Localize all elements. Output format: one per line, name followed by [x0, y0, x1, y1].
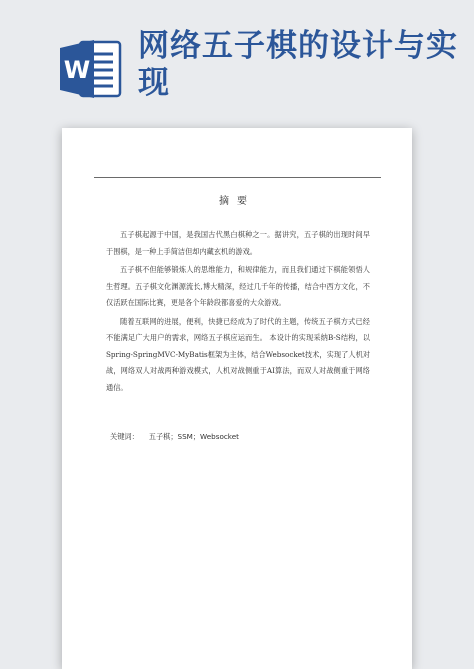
abstract-body: [106, 227, 370, 398]
abstract-paragraph-2: 五子棋不但能够锻炼人的思维能力，和规律能力，而且我们通过下棋能领悟人生哲理。五子棋文化渊源流长,博大精深，经过几千年的传播，结合中西方文化，不仅活跃在国际比赛，更是各个年龄段都喜爱的大众游戏。: [106, 265, 370, 307]
page-header: [0, 0, 474, 120]
abstract-heading: 摘要: [219, 196, 255, 207]
document-page: [62, 128, 412, 669]
keywords-label: 关键词：: [110, 432, 139, 441]
page-title: 网络五子棋的设计与实现: [138, 28, 458, 101]
keywords-list: 五子棋；SSM；Websocket: [148, 432, 239, 441]
abstract-paragraph-3: 随着互联网的进展，便利，快捷已经成为了时代的主题，传统五子棋方式已经不能满足广大用户的需求，网络五子棋应运而生。 本设计的实现采纳B-S结构，以Spring-SpringMVC-MyBatis框架为主体，结合Websocket技术，实现了人机对战，网络双人对战两种游戏模式，人机对战侧重于AI算法，而双人对战侧重于网络通信。: [106, 316, 370, 392]
abstract-paragraph-1: 五子棋起源于中国，是我国古代黑白棋种之一。据讲究，五子棋的出现时间早于围棋，是一种上手简洁但却内藏玄机的游戏。: [106, 230, 370, 256]
header-rule: [94, 177, 381, 178]
word-document-icon: [58, 38, 122, 100]
word-icon-letter: W: [63, 56, 91, 84]
keywords-line: [110, 432, 370, 442]
